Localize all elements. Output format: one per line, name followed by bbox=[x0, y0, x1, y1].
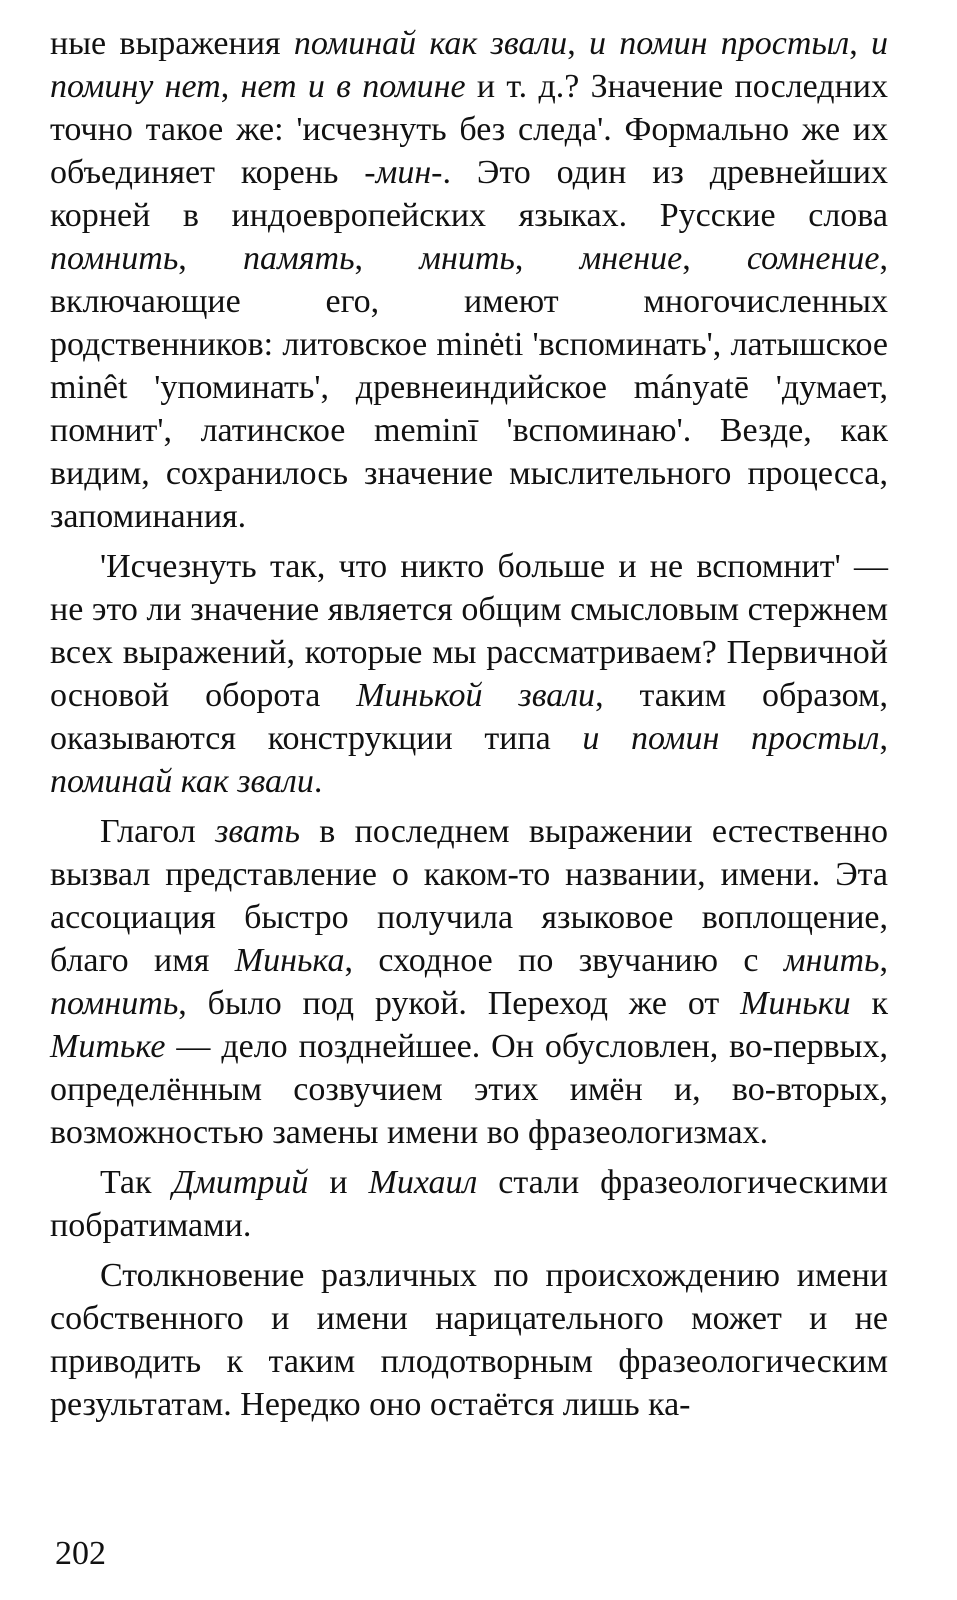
italic-term: помнить bbox=[50, 985, 179, 1022]
text-run: к bbox=[850, 985, 888, 1022]
italic-term: и помину нет bbox=[50, 25, 889, 105]
italic-term: Миньки bbox=[740, 985, 851, 1022]
text-run: , bbox=[567, 25, 589, 62]
paragraph bbox=[50, 1254, 888, 1426]
text-run: , bbox=[879, 942, 888, 979]
text-run: . Это один из древнейших корней в индоевропейских языках. Русские слова bbox=[50, 154, 888, 234]
italic-term: Митьке bbox=[50, 1028, 166, 1065]
italic-term: -мин- bbox=[364, 154, 443, 191]
paragraph bbox=[50, 22, 888, 538]
italic-term: и помин простыл bbox=[588, 25, 850, 62]
paragraph bbox=[50, 545, 888, 803]
text-run: Так bbox=[100, 1164, 173, 1201]
italic-term: Минькой звали bbox=[356, 677, 596, 714]
text-run: Столкновение различных по происхождению имени собственного и имени нарицательного может и не приводить к таким плодотворным фразеологическим результатам. Нередко оно остаётся лишь ка- bbox=[50, 1257, 888, 1423]
italic-term: и помин простыл bbox=[582, 720, 880, 757]
text-run: , bbox=[514, 240, 580, 277]
text-run: , bbox=[220, 68, 241, 105]
italic-term: помнить bbox=[50, 240, 179, 277]
italic-term: мнить bbox=[419, 240, 515, 277]
italic-term: мнение bbox=[579, 240, 683, 277]
text-run: , было под рукой. Переход же от bbox=[178, 985, 741, 1022]
text-run: в последнем выражении естественно вызвал представление о каком-то названии, имени. Эта ассоциация быстро получила языковое воплощение, благо имя bbox=[50, 813, 888, 979]
italic-term: память bbox=[243, 240, 355, 277]
text-run: , bbox=[354, 240, 420, 277]
italic-term: сомнение bbox=[746, 240, 880, 277]
text-run: , включающие его, имеют многочисленных родственников: литовское minėti 'вспоминать', латышское minêt 'упоминать', древнеиндийское mányatē 'думает, помнит', латинское meminī 'вспоминаю'. Везде, как видим, сохранилось значение мыслительного процесса, запоминания. bbox=[50, 240, 888, 535]
italic-term: поминай как звали bbox=[293, 25, 568, 62]
text-run: , таким образом, оказываются конструкции типа bbox=[50, 677, 889, 757]
text-run: — дело позднейшее. Он обусловлен, во-первых, определённым созвучием этих имён и, во-вторых, возможностью замены имени во фразеологизмах. bbox=[50, 1028, 888, 1151]
text-run: . bbox=[313, 763, 323, 800]
text-run: , bbox=[682, 240, 747, 277]
page-number: 202 bbox=[55, 1535, 106, 1572]
page-body bbox=[50, 22, 888, 1426]
text-run: 'Исчезнуть так, что никто больше и не вспомнит' — не это ли значение является общим смысловым стержнем всех выражений, которые мы рассматриваем? Первичной основой оборота bbox=[50, 548, 888, 714]
paragraph bbox=[50, 810, 888, 1154]
text-run: , bbox=[879, 720, 888, 757]
italic-term: звать bbox=[215, 813, 300, 850]
text-run: и т. д.? Значение последних точно такое же: 'исчезнуть без следа'. Формально же их объединяет корень bbox=[50, 68, 888, 191]
italic-term: Минька bbox=[234, 942, 345, 979]
text-run: и bbox=[308, 1164, 369, 1201]
text-run: , bbox=[849, 25, 872, 62]
text-run: стали фразеологическими побратимами. bbox=[50, 1164, 889, 1244]
italic-term: мнить bbox=[783, 942, 880, 979]
italic-term: Михаил bbox=[368, 1164, 478, 1201]
italic-term: Дмитрий bbox=[172, 1164, 309, 1201]
text-run: ные выражения bbox=[50, 25, 294, 62]
text-run: , сходное по звучанию с bbox=[344, 942, 784, 979]
text-run: , bbox=[178, 240, 244, 277]
italic-term: поминай как звали bbox=[50, 763, 314, 800]
text-run: Глагол bbox=[100, 813, 216, 850]
italic-term: нет и в помине bbox=[240, 68, 466, 105]
book-page bbox=[50, 22, 888, 1433]
paragraph bbox=[50, 1161, 888, 1247]
